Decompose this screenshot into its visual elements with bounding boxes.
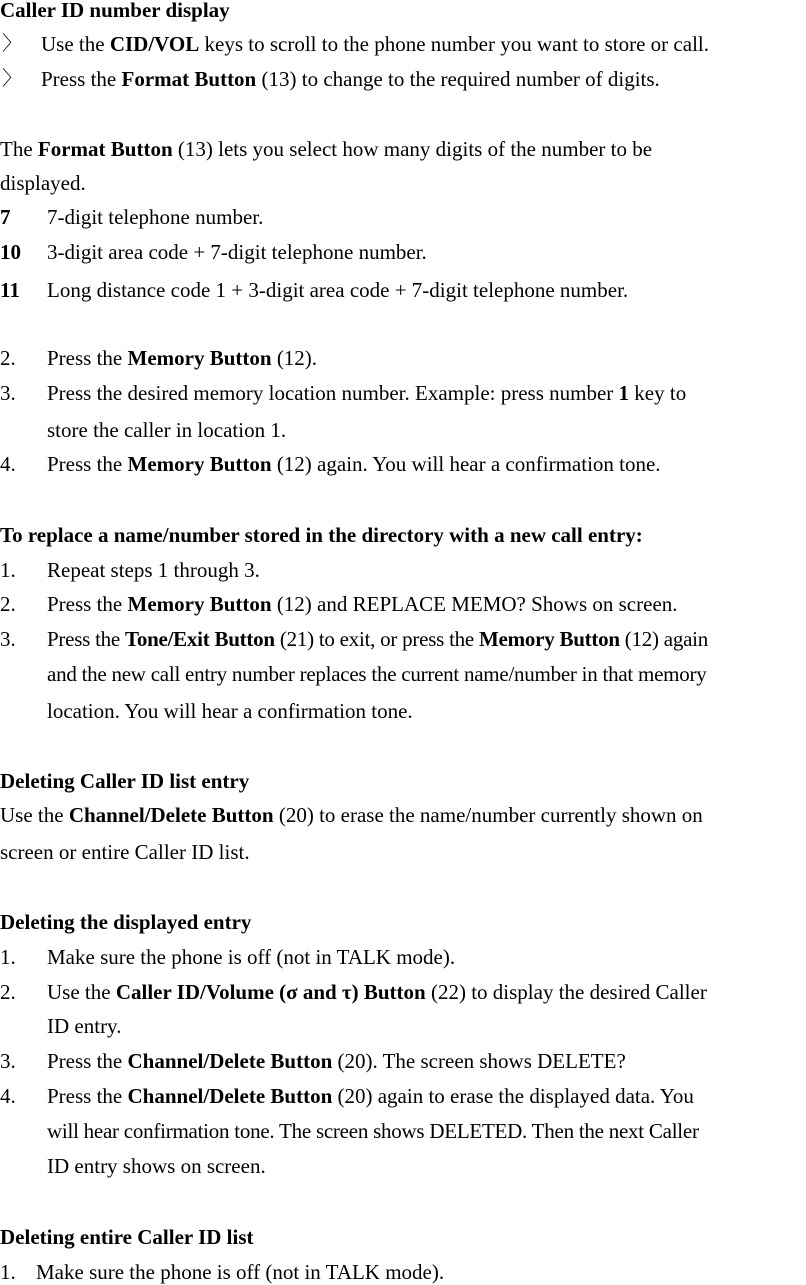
heading-caller-id-display: Caller ID number display xyxy=(0,0,230,22)
delete-list-paragraph: Use the Channel/Delete Button (20) to erase the name/number currently shown on xyxy=(0,803,703,827)
heading-replace: To replace a name/number stored in the directory with a new call entry: xyxy=(0,523,643,547)
delete-list-paragraph-cont: screen or entire Caller ID list. xyxy=(0,840,250,864)
bullet-icon: 〉 xyxy=(2,33,22,55)
format-paragraph: The Format Button (13) lets you select how many digits of the number to be xyxy=(0,137,653,161)
bullet-icon: 〉 xyxy=(2,68,22,90)
format-paragraph-cont: displayed. xyxy=(0,171,86,195)
heading-delete-list-entry: Deleting Caller ID list entry xyxy=(0,769,250,793)
heading-delete-displayed: Deleting the displayed entry xyxy=(0,910,252,934)
heading-delete-entire: Deleting entire Caller ID list xyxy=(0,1225,254,1249)
